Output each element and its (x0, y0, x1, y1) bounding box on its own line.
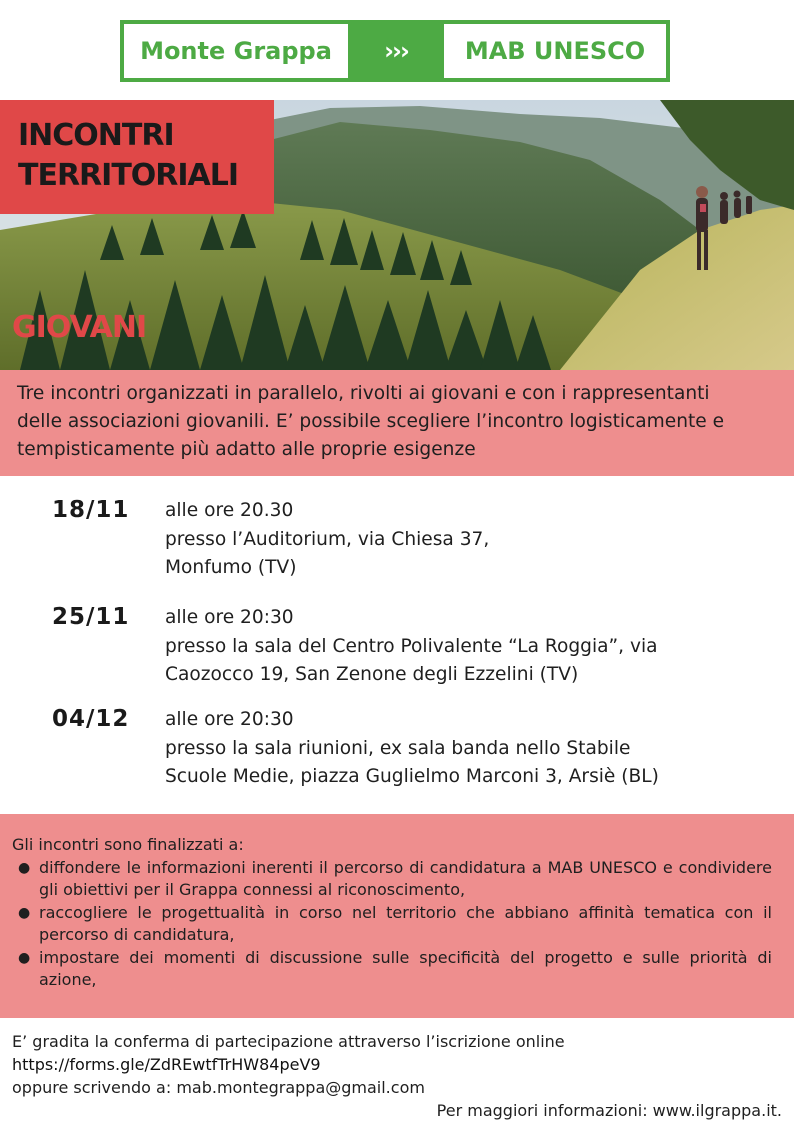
list-item (12, 902, 772, 947)
list-item (12, 947, 772, 992)
event-place: Caozocco 19, San Zenone degli Ezzelini (TV) (165, 664, 579, 685)
intro-line: delle associazioni giovanili. E’ possibile scegliere l’incontro logisticamente e (17, 411, 725, 432)
event-time: alle ore 20:30 (165, 709, 294, 730)
logo-left-text: Monte Grappa (140, 37, 332, 65)
event-date: 18/11 (52, 497, 130, 523)
aims-text: raccogliere le progettualità in corso nel territorio che abbiano affinità tematica con il percorso di candidatura, (39, 902, 772, 944)
event-place: presso la sala del Centro Polivalente “La Roggia”, via (165, 635, 658, 657)
event-time: alle ore 20.30 (165, 500, 294, 521)
event-place: Scuole Medie, piazza Guglielmo Marconi 3, Arsiè (BL) (165, 766, 659, 787)
footer-info-text: Per maggiori informazioni: www.ilgrappa.it. (436, 1101, 782, 1120)
intro-band (0, 370, 794, 476)
bullet-icon: ● (18, 859, 31, 876)
event-place: presso l’Auditorium, via Chiesa 37, (165, 528, 490, 550)
footer-confirm-text: E’ gradita la conferma di partecipazione attraverso l’iscrizione online (12, 1032, 565, 1051)
bullet-icon: ● (18, 949, 31, 966)
event-details (165, 706, 659, 792)
logo-right-text: MAB UNESCO (464, 37, 646, 65)
bullet-icon: ● (18, 904, 31, 921)
hero-title-line2: TERRITORIALI (18, 158, 239, 193)
aims-text: impostare dei momenti di discussione sulle specificità del progetto e sulle priorità di azione, (39, 947, 772, 989)
footer (12, 1030, 782, 1122)
aims-text: diffondere le informazioni inerenti il percorso di candidatura a MAB UNESCO e condividere gli obiettivi per il Grappa connessi al riconoscimento, (39, 857, 772, 899)
hero-title-line1: INCONTRI (18, 118, 174, 153)
aims-intro: Gli incontri sono finalizzati a: (12, 835, 244, 854)
aims-list (12, 857, 772, 992)
list-item (12, 857, 772, 902)
event-details (165, 497, 489, 583)
intro-line: tempisticamente più adatto alle proprie esigenze (17, 439, 476, 460)
aims-band (0, 814, 794, 1018)
event-date: 04/12 (52, 706, 130, 732)
event-time: alle ore 20:30 (165, 607, 294, 628)
intro-line: Tre incontri organizzati in parallelo, rivolti ai giovani e con i rappresentanti (17, 383, 710, 404)
logo (120, 20, 670, 82)
registration-link[interactable]: https://forms.gle/ZdREwtfTrHW84peV9 (12, 1055, 321, 1074)
event-place: Monfumo (TV) (165, 557, 297, 578)
event-place: presso la sala riunioni, ex sala banda nello Stabile (165, 737, 631, 759)
footer-email-text: oppure scrivendo a: mab.montegrappa@gmail.com (12, 1078, 425, 1097)
event-details (165, 604, 658, 690)
hero-subtitle: GIOVANI (12, 310, 147, 345)
hero-title-box (0, 100, 274, 214)
event-date: 25/11 (52, 604, 130, 630)
logo-arrows-icon: ››› (348, 24, 444, 78)
